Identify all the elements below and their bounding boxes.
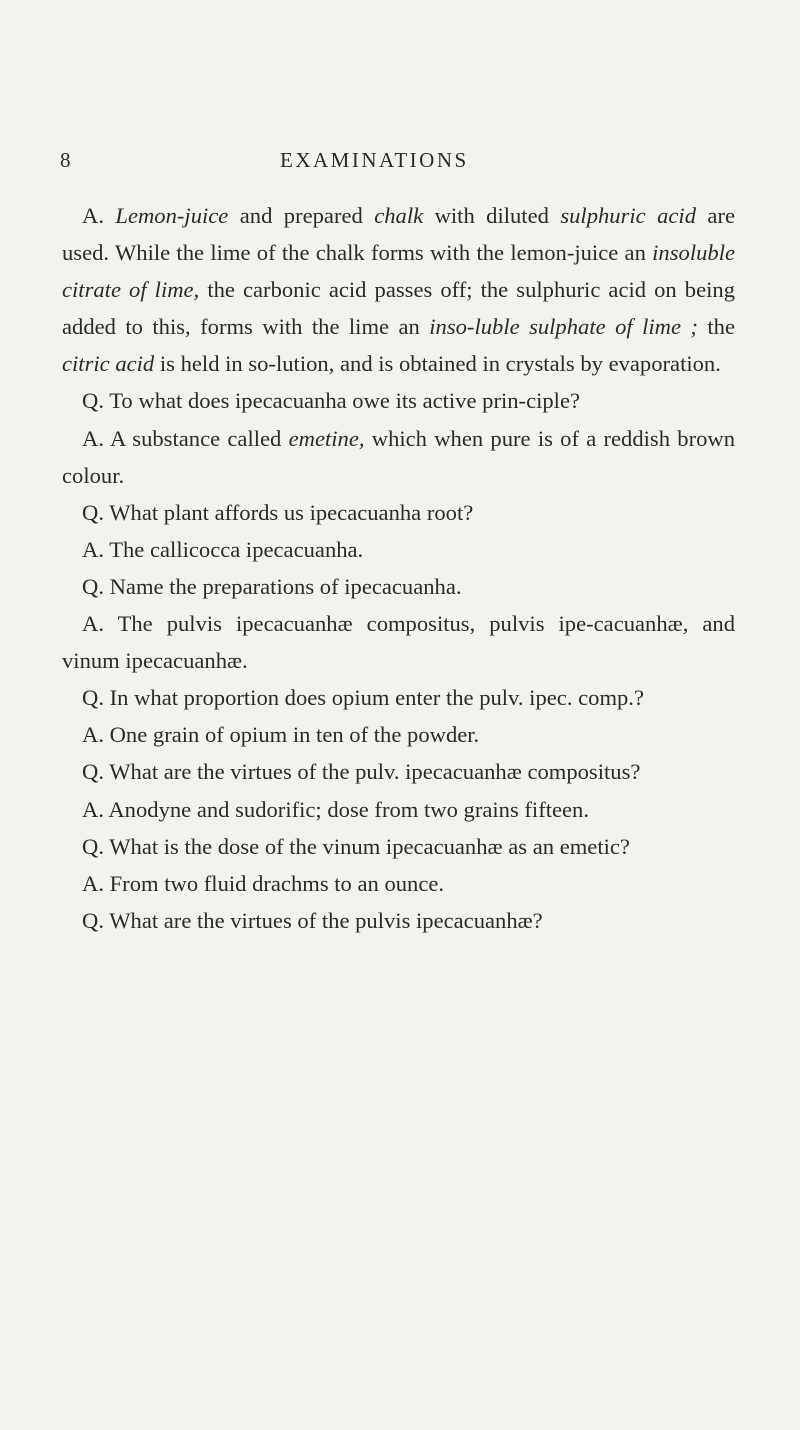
question-paragraph: Q. What are the virtues of the pulvis ipecacuanhæ? (82, 907, 543, 933)
question-paragraph: Q. To what does ipecacuanha owe its active prin-ciple? (82, 388, 581, 414)
answer-paragraph: A. The pulvis ipecacuanhæ compositus, pulvis ipe-cacuanhæ, and vinum ipecacuanhæ. (62, 611, 735, 674)
answer-paragraph: A. One grain of opium in ten of the powder. (82, 722, 480, 748)
answer-paragraph: A. The callicocca ipecacuanha. (82, 536, 364, 562)
running-head: EXAMINATIONS (280, 148, 469, 172)
body-text (62, 197, 735, 939)
answer-paragraph: A. Anodyne and sudorific; dose from two grains fifteen. (82, 796, 589, 822)
question-paragraph: Q. Name the preparations of ipecacuanha. (82, 573, 462, 599)
question-paragraph: Q. What is the dose of the vinum ipecacuanhæ as an emetic? (82, 833, 630, 859)
question-paragraph: Q. In what proportion does opium enter the pulv. ipec. comp.? (82, 685, 644, 711)
answer-paragraph: A. Lemon-juice and prepared chalk with diluted sulphuric acid are used. While the lime of the chalk forms with the lemon-juice an insoluble citrate of lime, the carbonic acid passes off; the sulphuric acid on being added to this, forms with the lime an inso-luble sulphate of lime ; the citric acid is held in so-lution, and is obtained in crystals by evaporation. (62, 203, 735, 377)
answer-paragraph: A. From two fluid drachms to an ounce. (82, 870, 445, 896)
question-paragraph: Q. What are the virtues of the pulv. ipecacuanhæ compositus? (82, 759, 641, 785)
page-number: 8 (60, 148, 72, 172)
answer-paragraph: A. A substance called emetine, which when pure is of a reddish brown colour. (62, 425, 736, 488)
page-header (60, 148, 740, 178)
question-paragraph: Q. What plant affords us ipecacuanha root? (82, 499, 474, 525)
